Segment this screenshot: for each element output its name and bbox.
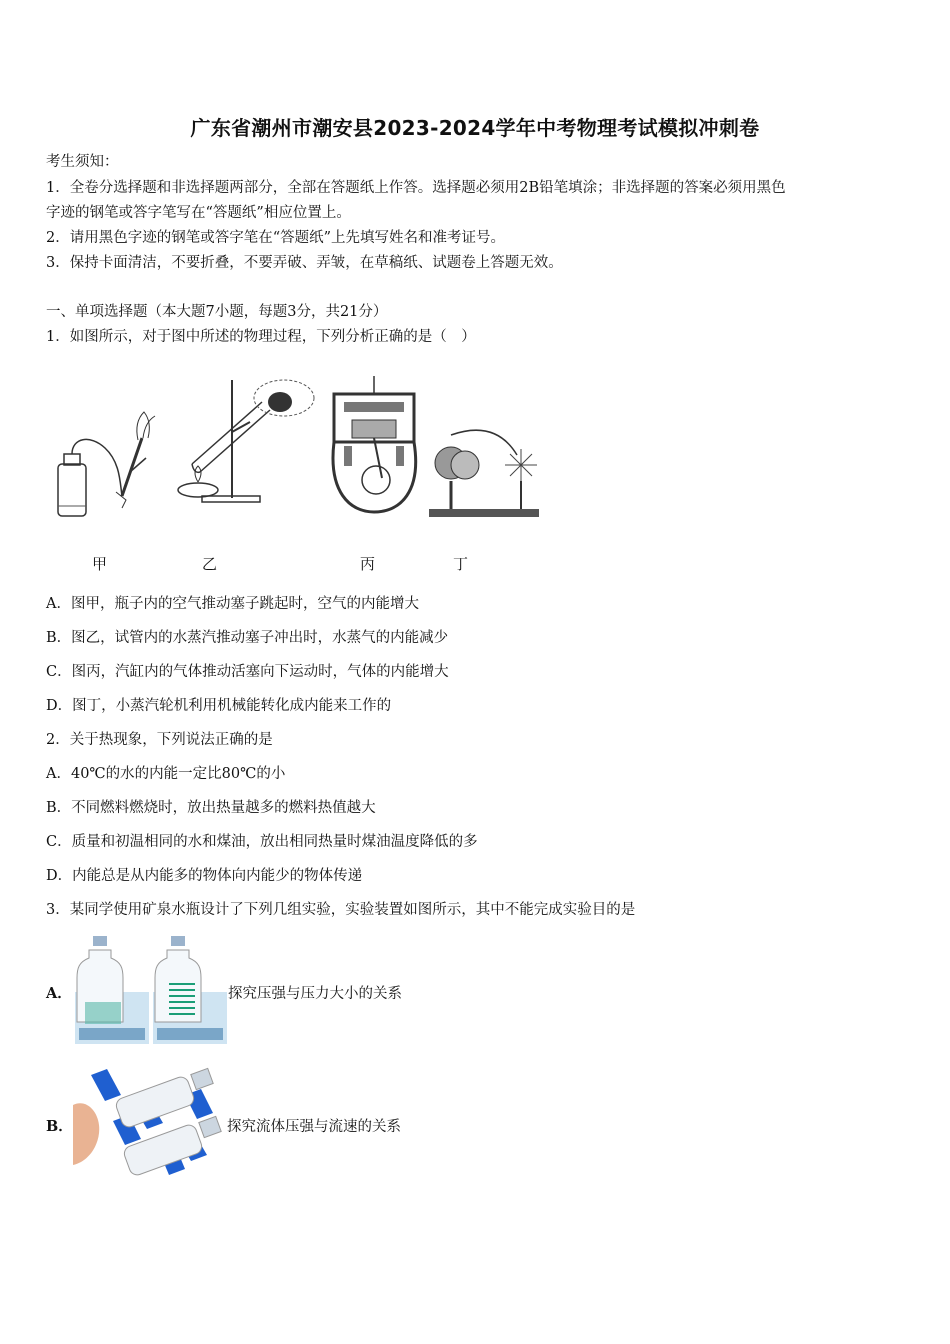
q1-option-d: D．图丁，小蒸汽轮机利用机械能转化成内能来工作的 (46, 698, 392, 714)
notice-item-1: 1．全卷分选择题和非选择题两部分，全部在答题纸上作答。选择题必须用2B铅笔填涂；非选择题的答案必须用黑色 (46, 180, 786, 196)
q2-option-d: D．内能总是从内能多的物体向内能少的物体传递 (46, 868, 363, 884)
q2-option-a: A．40℃的水的内能一定比80℃的小 (46, 766, 286, 782)
q3-option-b-letter: B． (46, 1118, 73, 1135)
fig-ding-turbine (425, 425, 545, 520)
q3-option-a-bottles-image (75, 932, 227, 1044)
fig-yi-test-tube (162, 372, 327, 507)
fig-label-jia: 甲 (92, 555, 108, 573)
q1-option-b: B．图乙，试管内的水蒸汽推动塞子冲出时，水蒸气的内能减少 (46, 630, 449, 646)
q2-option-c: C．质量和初温相同的水和煤油，放出相同热量时煤油温度降低的多 (46, 834, 478, 850)
fig-label-bing: 丙 (360, 555, 376, 573)
q1-option-a: A．图甲，瓶子内的空气推动塞子跳起时，空气的内能增大 (46, 596, 419, 612)
notice-item-3: 3．保持卡面清洁，不要折叠，不要弄破、弄皱，在草稿纸、试题卷上答题无效。 (46, 255, 563, 271)
q3-option-a-letter: A． (46, 985, 72, 1002)
fig-jia-bottle-pump (50, 400, 170, 525)
page-title: 广东省潮州市潮安县2023-2024学年中考物理考试模拟冲刺卷 (190, 116, 760, 140)
fig-label-ding: 丁 (453, 555, 469, 573)
q3-stem: 3．某同学使用矿泉水瓶设计了下列几组实验，实验装置如图所示，其中不能完成实验目的是 (46, 902, 636, 918)
notice-item-2: 2．请用黑色字迹的钢笔或答字笔在“答题纸”上先填写姓名和准考证号。 (46, 230, 506, 246)
q2-stem: 2．关于热现象，下列说法正确的是 (46, 732, 273, 748)
notice-item-1-cont: 字迹的钢笔或答字笔写在“答题纸”相应位置上。 (46, 205, 351, 221)
q3-option-b-text: 探究流体压强与流速的关系 (227, 1119, 401, 1135)
q3-option-a-text: 探究压强与压力大小的关系 (228, 986, 402, 1002)
q3-option-b-blowing-image (73, 1065, 225, 1179)
notice-heading: 考生须知： (46, 154, 119, 170)
fig-bing-engine (330, 372, 420, 517)
fig-label-yi: 乙 (202, 555, 218, 573)
q2-option-b: B．不同燃料燃烧时，放出热量越多的燃料热值越大 (46, 800, 376, 816)
q1-option-c: C．图丙，汽缸内的气体推动活塞向下运动时，气体的内能增大 (46, 664, 449, 680)
q1-stem: 1．如图所示，对于图中所述的物理过程，下列分析正确的是（ ） (46, 329, 476, 345)
section-heading: 一、单项选择题（本大题7小题，每题3分，共21分） (46, 304, 388, 320)
